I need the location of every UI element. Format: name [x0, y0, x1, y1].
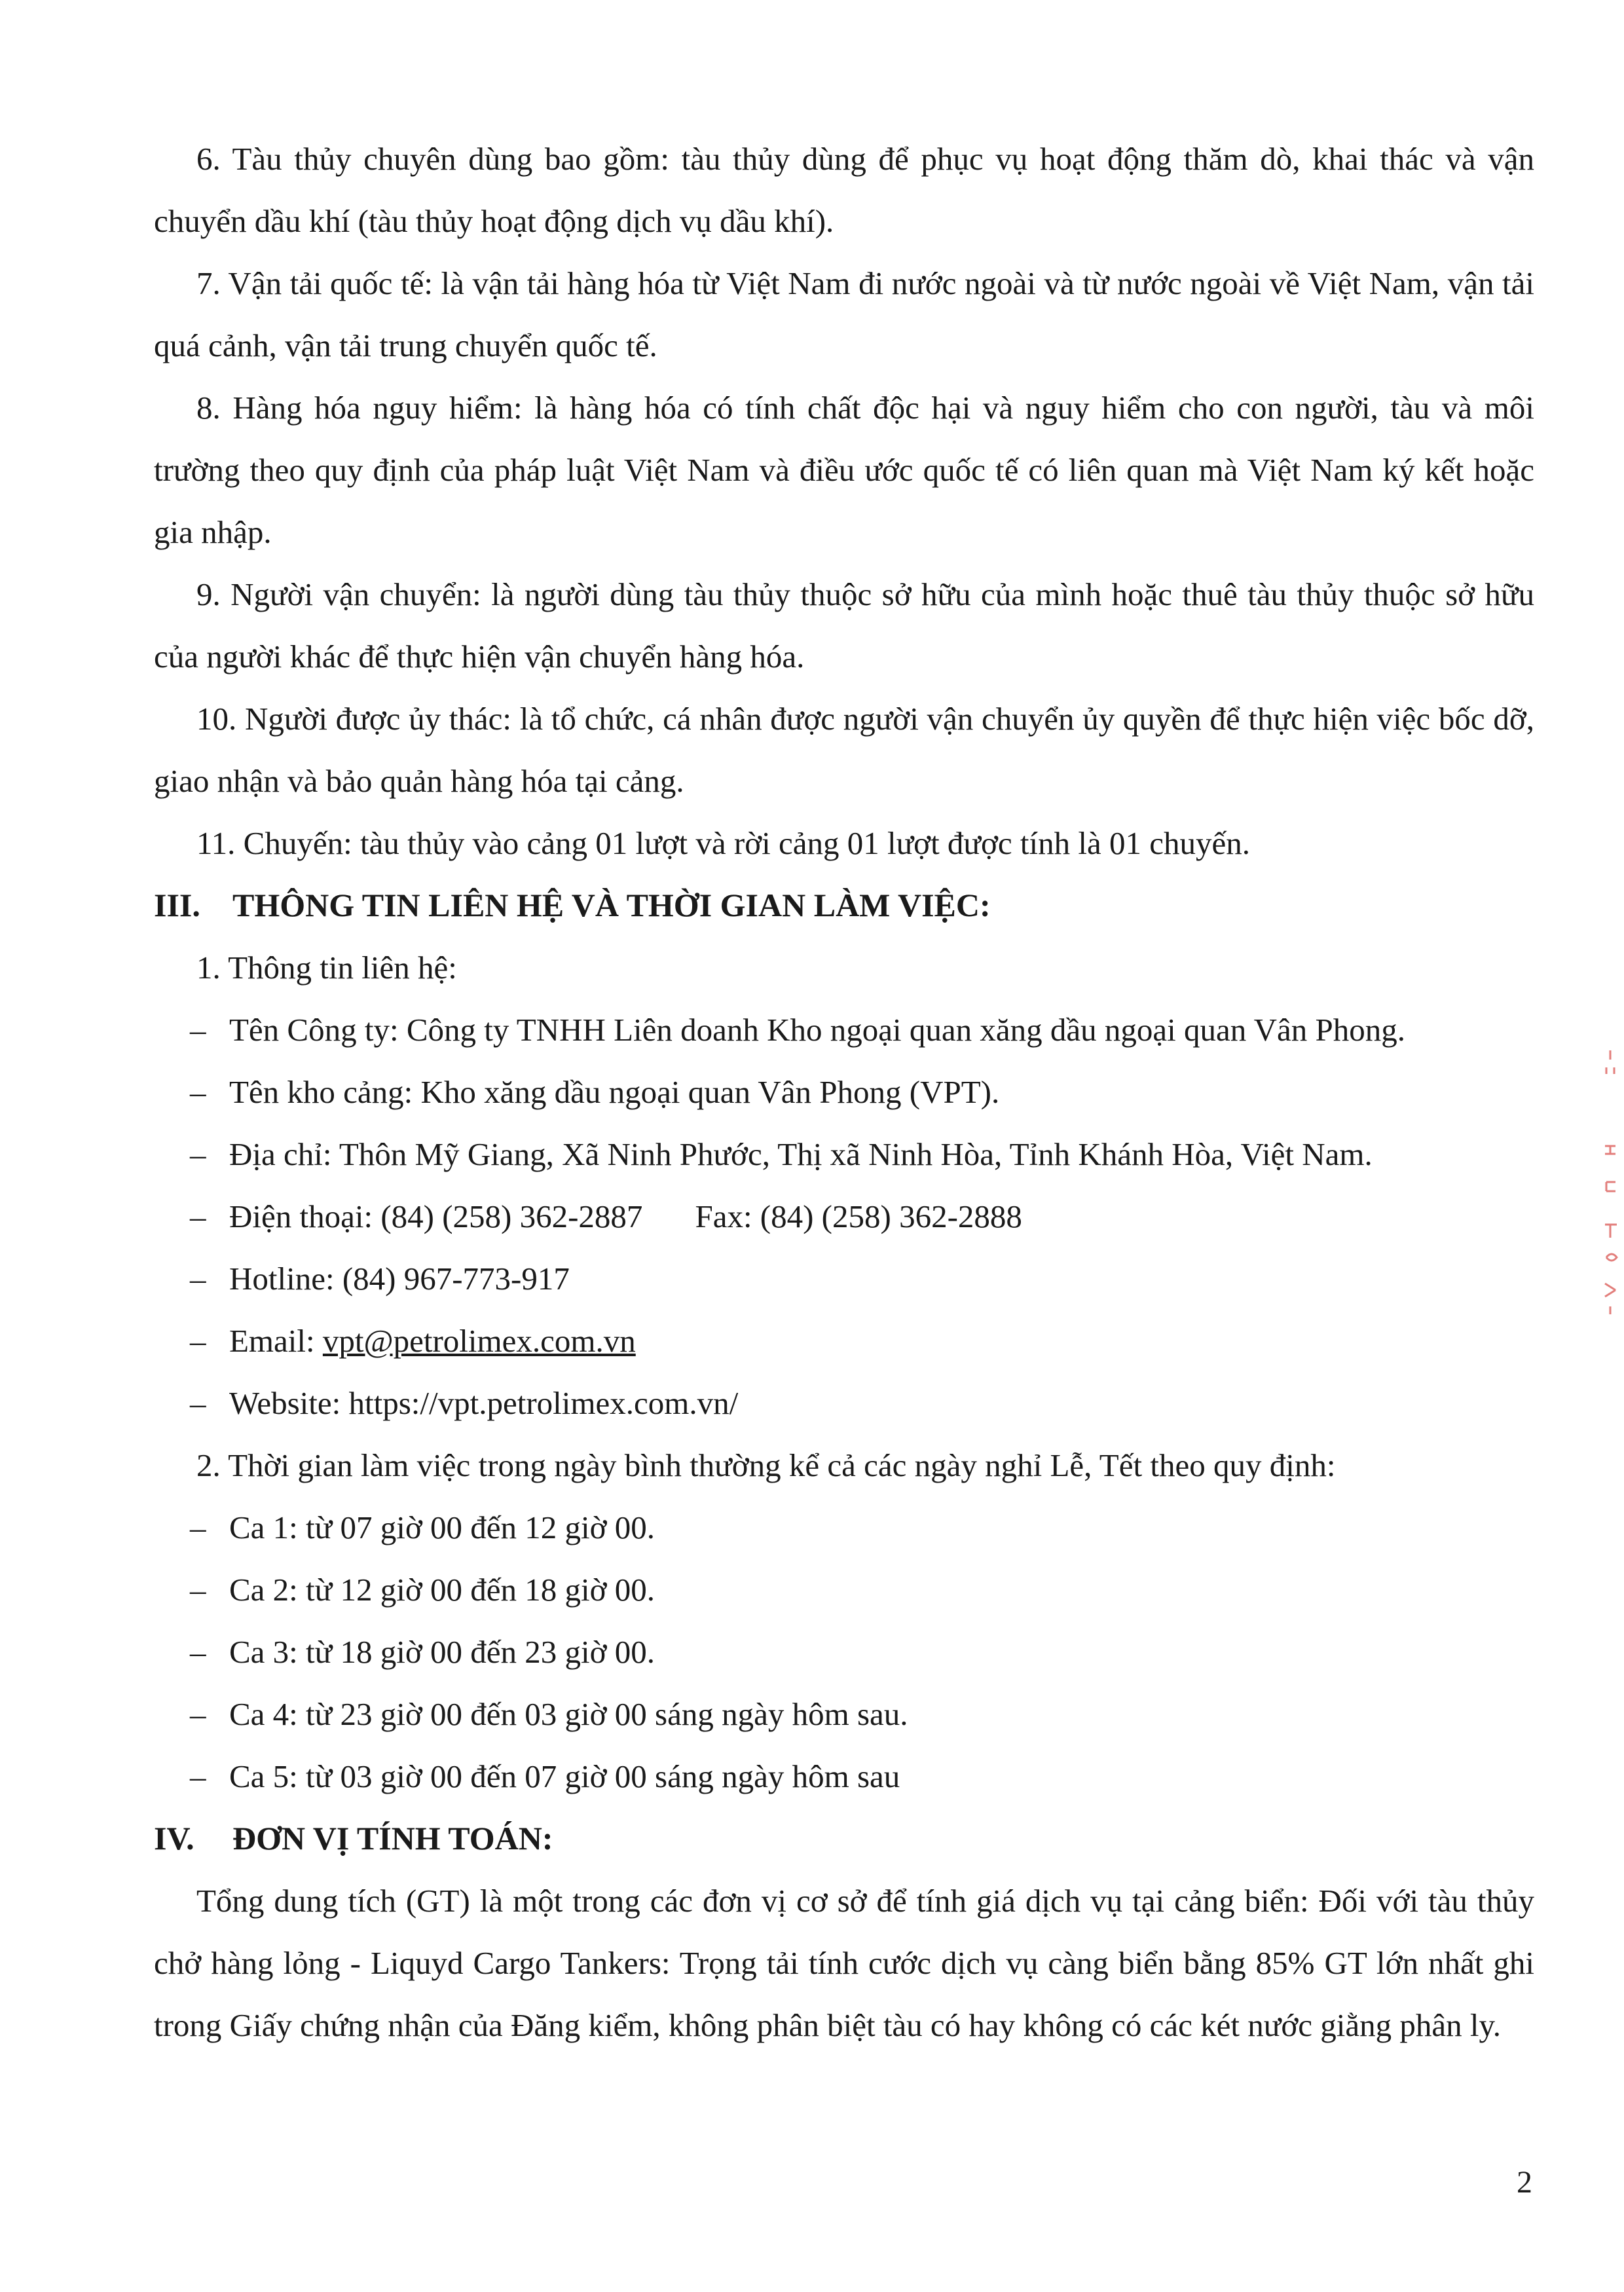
shift-item — [154, 1621, 1534, 1683]
page-number: 2 — [1517, 2165, 1532, 2200]
section-3-number: III. — [154, 887, 200, 923]
definition-9: 9. Người vận chuyển: là người dùng tàu thủy thuộc sở hữu của mình hoặc thuê tàu thủy thuộc sở hữu của người khác để thực hiện vận chuyển hàng hóa. — [154, 576, 1534, 675]
section-4-title: ĐƠN VỊ TÍNH TOÁN: — [232, 1820, 553, 1857]
dash-marker: – — [190, 1261, 206, 1297]
shift-text: Ca 1: từ 07 giờ 00 đến 12 giờ 00. — [229, 1509, 655, 1545]
definition-10: 10. Người được ủy thác: là tổ chức, cá nhân được người vận chuyển ủy quyền để thực hiện việc bốc dỡ, giao nhận và bảo quản hàng hóa tại cảng. — [154, 701, 1534, 799]
section-4-number: IV. — [154, 1820, 194, 1857]
contact-phone-fax — [154, 1185, 1534, 1248]
definition-6: 6. Tàu thủy chuyên dùng bao gồm: tàu thủy dùng để phục vụ hoạt động thăm dò, khai thác và vận chuyển dầu khí (tàu thủy hoạt động dịch vụ dầu khí). — [154, 141, 1534, 239]
definition-11: 11. Chuyến: tàu thủy vào cảng 01 lượt và rời cảng 01 lượt được tính là 01 chuyến. — [196, 825, 1250, 861]
dash-marker: – — [190, 1509, 206, 1545]
contact-address-text: Địa chỉ: Thôn Mỹ Giang, Xã Ninh Phước, Thị xã Ninh Hòa, Tỉnh Khánh Hòa, Việt Nam. — [229, 1136, 1373, 1172]
contact-email-label: Email: — [229, 1323, 315, 1359]
contact-fax-text: Fax: (84) (258) 362-2888 — [695, 1198, 1022, 1234]
shift-text: Ca 3: từ 18 giờ 00 đến 23 giờ 00. — [229, 1634, 655, 1670]
dash-marker: – — [190, 1012, 206, 1048]
contact-company — [154, 999, 1534, 1061]
dash-marker: – — [190, 1323, 206, 1359]
section-4-heading — [154, 1807, 1534, 1870]
dash-marker: – — [190, 1758, 206, 1794]
contact-hotline — [154, 1248, 1534, 1310]
shift-text: Ca 5: từ 03 giờ 00 đến 07 giờ 00 sáng ngày hôm sau — [229, 1758, 900, 1794]
definition-8: 8. Hàng hóa nguy hiểm: là hàng hóa có tính chất độc hại và nguy hiểm cho con người, tàu và môi trường theo quy định của pháp luật Việt Nam và điều ước quốc tế có liên quan mà Việt Nam ký kết hoặc gia nhập. — [154, 390, 1534, 550]
dash-marker: – — [190, 1696, 206, 1732]
contact-hotline-text: Hotline: (84) 967-773-917 — [229, 1261, 570, 1297]
dash-marker: – — [190, 1074, 206, 1110]
dash-marker: – — [190, 1385, 206, 1421]
section-4-body: Tổng dung tích (GT) là một trong các đơn vị cơ sở để tính giá dịch vụ tại cảng biển: Đối với tàu thủy chở hàng lỏng - Liquyd Cargo Tankers: Trọng tải tính cước dịch vụ càng biển bằng 85% GT lớn nhất ghi trong Giấy chứng nhận của Đăng kiểm, không phân biệt tàu có hay không có các két nước giằng phân ly. — [154, 1883, 1534, 2043]
margin-stamp-mark — [1601, 1048, 1621, 1316]
definition-7: 7. Vận tải quốc tế: là vận tải hàng hóa từ Việt Nam đi nước ngoài và từ nước ngoài về Việt Nam, vận tải quá cảnh, vận tải trung chuyển quốc tế. — [154, 265, 1534, 363]
dash-marker: – — [190, 1198, 206, 1234]
contact-port — [154, 1061, 1534, 1123]
contact-website-text: Website: https://vpt.petrolimex.com.vn/ — [229, 1385, 739, 1421]
contact-info-subheading: 1. Thông tin liên hệ: — [196, 950, 457, 986]
contact-port-text: Tên kho cảng: Kho xăng dầu ngoại quan Vân Phong (VPT). — [229, 1074, 1000, 1110]
contact-website — [154, 1372, 1534, 1434]
shift-item — [154, 1559, 1534, 1621]
shift-item — [154, 1496, 1534, 1559]
shift-text: Ca 4: từ 23 giờ 00 đến 03 giờ 00 sáng ngày hôm sau. — [229, 1696, 908, 1732]
working-hours-subheading: 2. Thời gian làm việc trong ngày bình thường kể cả các ngày nghỉ Lễ, Tết theo quy định: — [196, 1447, 1336, 1483]
shift-text: Ca 2: từ 12 giờ 00 đến 18 giờ 00. — [229, 1572, 655, 1608]
shift-item — [154, 1745, 1534, 1807]
section-3-title: THÔNG TIN LIÊN HỆ VÀ THỜI GIAN LÀM VIỆC: — [232, 887, 991, 923]
section-3-heading — [154, 874, 1534, 936]
contact-company-text: Tên Công ty: Công ty TNHH Liên doanh Kho ngoại quan xăng dầu ngoại quan Vân Phong. — [229, 1012, 1405, 1048]
dash-marker: – — [190, 1572, 206, 1608]
contact-email — [154, 1310, 1534, 1372]
dash-marker: – — [190, 1136, 206, 1172]
email-link[interactable]: vpt@petrolimex.com.vn — [322, 1323, 636, 1359]
dash-marker: – — [190, 1634, 206, 1670]
shift-item — [154, 1683, 1534, 1745]
contact-phone-text: Điện thoại: (84) (258) 362-2887 — [229, 1198, 643, 1234]
contact-address — [154, 1123, 1534, 1185]
